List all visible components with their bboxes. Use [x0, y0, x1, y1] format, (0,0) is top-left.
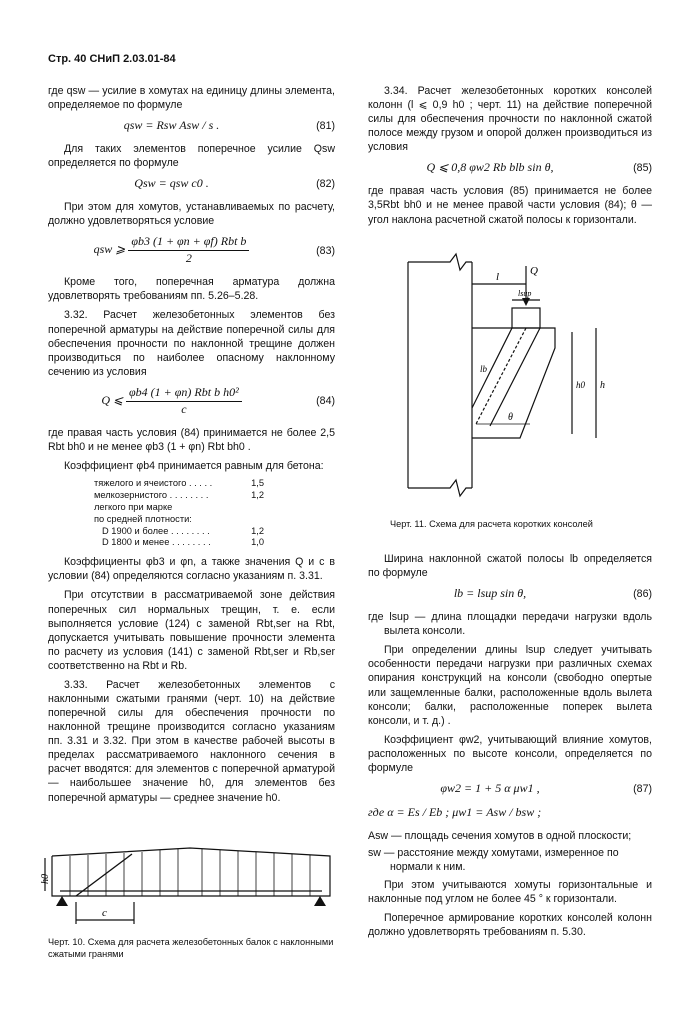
coef-label: тяжелого и ячеистого . . . . .	[94, 477, 213, 488]
Q-label: Q	[530, 265, 538, 277]
coef-row	[94, 490, 264, 502]
coef-label: D 1900 и более . . . . . . . .	[102, 525, 210, 536]
formula-84	[48, 385, 335, 418]
coef-label: легкого при марке	[94, 501, 173, 512]
paragraph: При отсутствии в рассматриваемой зоне действия поперечных сил нормальных трещин, т. е. если выполняется условие (124) с заменой Rbt,ser на Rbt, допускается учитывать повышение прочности элемента по расчету из условия (141) с заменой Rbt,ser и Rb,ser соответственно на Rbt и Rb.	[48, 589, 335, 672]
paragraph: где qsw — усилие в хомутах на единицу длины элемента, определяемое по формуле	[48, 85, 335, 112]
coef-label: по средней плотности:	[94, 513, 192, 524]
definition-item: Asw — площадь сечения хомутов в одной плоскости;	[368, 829, 632, 842]
coef-value: 1,0	[251, 537, 264, 548]
figure-11-console-diagram	[380, 248, 650, 498]
bearing-plate	[512, 308, 540, 328]
formula-81	[48, 118, 335, 134]
coef-label: мелкозернистого . . . . . . . .	[94, 489, 209, 500]
paragraph: где правая часть условия (84) принимается не более 2,5 Rbt bh0 и не менее φb3 (1 + φn) Rbt bh0 .	[48, 426, 335, 453]
formula-lhs: Q ⩽	[101, 393, 124, 408]
formula-expression: qsw = Rsw Asw / s .	[123, 118, 220, 133]
denominator: c	[181, 401, 187, 416]
formula-number: (87)	[633, 782, 652, 795]
stirrups	[70, 849, 310, 896]
right-column	[368, 84, 652, 232]
formula-expression	[48, 234, 295, 267]
section-3-32: 3.32. Расчет железобетонных элементов без поперечной арматуры на действие поперечной силы для обеспечения прочности по наклонной трещине должен производиться по наиболее опасному наклонному сечению из условия	[48, 309, 335, 378]
right-column-lower	[368, 552, 652, 944]
numerator: φb3 (1 + φn + φf) Rbt b	[128, 234, 249, 251]
paragraph: Поперечное армирование коротких консолей колонн должно удовлетворять требованиям п. 5.30.	[368, 912, 652, 939]
strut-axis	[476, 328, 526, 424]
right-support	[314, 896, 326, 906]
formula-82	[48, 176, 335, 192]
lsup-label: lsup	[518, 289, 532, 298]
formula-87	[368, 781, 652, 797]
figure-11-caption: Черт. 11. Схема для расчета коротких консолей	[390, 519, 593, 529]
paragraph: Для таких элементов поперечное усилие Qsw определяется по формуле	[48, 143, 335, 170]
figure-10-beam-diagram	[40, 836, 340, 936]
fraction	[126, 385, 242, 418]
coef-value	[238, 514, 264, 526]
beam-outline	[52, 848, 330, 896]
h0-label: h0	[576, 380, 585, 390]
denominator: 2	[185, 251, 192, 266]
formula-85	[368, 160, 652, 176]
page-header: Стр. 40 СНиП 2.03.01-84	[48, 53, 176, 65]
formula-expression	[48, 385, 295, 418]
formula-expression: lb = lsup sin θ,	[453, 586, 527, 601]
h-label: h	[600, 380, 605, 391]
coef-row	[94, 502, 264, 514]
paragraph: Коэффициент φb4 принимается равным для бетона:	[64, 459, 324, 472]
formula-86	[368, 586, 652, 602]
formula-expression: где α = Es / Eb ; μw1 = Asw / bsw ;	[368, 804, 542, 819]
paragraph: При определении длины lsup следует учитывать особенности передачи нагрузки при различных схемах опирания конструкций на консоли (свободно опертые или защемленные балки, расположенные вдоль вылета консоли; балки, расположенные поперек вылета консоли, и т. д.) .	[368, 644, 652, 727]
coef-row	[94, 526, 264, 538]
formula-number: (85)	[633, 162, 652, 175]
formula-expression: Qsw = qsw c0 .	[134, 176, 209, 191]
fraction	[128, 234, 249, 267]
formula-number: (83)	[316, 244, 335, 257]
bottom-break	[408, 480, 472, 496]
paragraph: При этом для хомутов, устанавливаемых по расчету, должно удовлетворяться условие	[48, 201, 335, 228]
lb-label: lb	[480, 364, 488, 374]
formula-number: (81)	[316, 120, 335, 133]
formula-number: (84)	[316, 395, 335, 408]
formula-expression: Q ⩽ 0,8 φw2 Rb blb sin θ,	[426, 160, 554, 175]
formula-expression: φw2 = 1 + 5 α μw1 ,	[440, 780, 540, 795]
strut-edge-2	[490, 328, 540, 426]
coefficient-list	[94, 478, 335, 549]
figure-10-caption: Черт. 10. Схема для расчета железобетонных балок с наклонными сжатыми гранями	[48, 937, 334, 960]
coef-value: 1,2	[251, 489, 264, 500]
coef-value: 1,5	[251, 477, 264, 488]
numerator: φb4 (1 + φn) Rbt b h0²	[126, 385, 242, 402]
paragraph: Кроме того, поперечная арматура должна удовлетворять требованиям пп. 5.26–5.28.	[48, 276, 335, 303]
formula-83	[48, 234, 335, 267]
paragraph: где правая часть условия (85) принимается не более 3,5Rbt bh0 и не менее правой части условия (84); θ — угол наклона расчетной сжатой полосы к горизонтали.	[368, 185, 652, 226]
coef-label: D 1800 и менее . . . . . . . .	[102, 537, 211, 548]
section-3-33: 3.33. Расчет железобетонных элементов с наклонными сжатыми гранями (черт. 10) на действие поперечной силы для обеспечения прочности по наклонной трещине производится согласно указаниям пп. 3.31 и 3.32. При этом в качестве рабочей высоты в пределах рассматриваемого наклонного сечения в расчет вводятся: для элементов с поперечной арматурой — наибольшее значение h0, для элементов без поперечной арматуры — среднее значение h0.	[48, 678, 335, 804]
theta-label: θ	[508, 412, 513, 423]
section-3-34: 3.34. Расчет железобетонных коротких консолей колонн (l ⩽ 0,9 h0 ; черт. 11) на действие поперечной силы для обеспечения прочности по наклонной сжатой полосе между грузом и опорой должен производиться из условия	[368, 85, 652, 154]
coef-value: 1,2	[251, 525, 264, 536]
paragraph: Ширина наклонной сжатой полосы lb определяется по формуле	[368, 553, 652, 580]
formula-number: (86)	[633, 588, 652, 601]
top-break	[408, 254, 472, 270]
formula-lhs: qsw ⩾	[93, 242, 126, 257]
formula-87-definitions	[368, 805, 652, 821]
definition-item: sw — расстояние между хомутами, измеренное по нормали к ним.	[368, 846, 619, 874]
left-support	[56, 896, 68, 906]
paragraph: При этом учитываются хомуты горизонтальные и наклонные под углом не более 45 ° к горизонтали.	[368, 879, 652, 906]
left-column	[48, 84, 335, 810]
coef-row	[94, 478, 264, 490]
paragraph: где lsup — длина площадки передачи нагрузки вдоль вылета консоли.	[368, 611, 652, 638]
coef-value	[238, 502, 264, 514]
paragraph: Коэффициенты φb3 и φn, а также значения Q и c в условии (84) определяются согласно указаниям п. 3.31.	[48, 556, 335, 583]
c-label: c	[102, 907, 107, 919]
coef-row	[94, 537, 264, 549]
h0-label: h0	[40, 874, 51, 884]
coef-row	[94, 514, 264, 526]
formula-number: (82)	[316, 178, 335, 191]
l-label: l	[496, 271, 500, 283]
paragraph: Коэффициент φw2, учитывающий влияние хомутов, расположенных по высоте консоли, определяется по формуле	[368, 733, 652, 774]
definitions	[368, 829, 652, 874]
strut-edge-1	[472, 328, 512, 408]
